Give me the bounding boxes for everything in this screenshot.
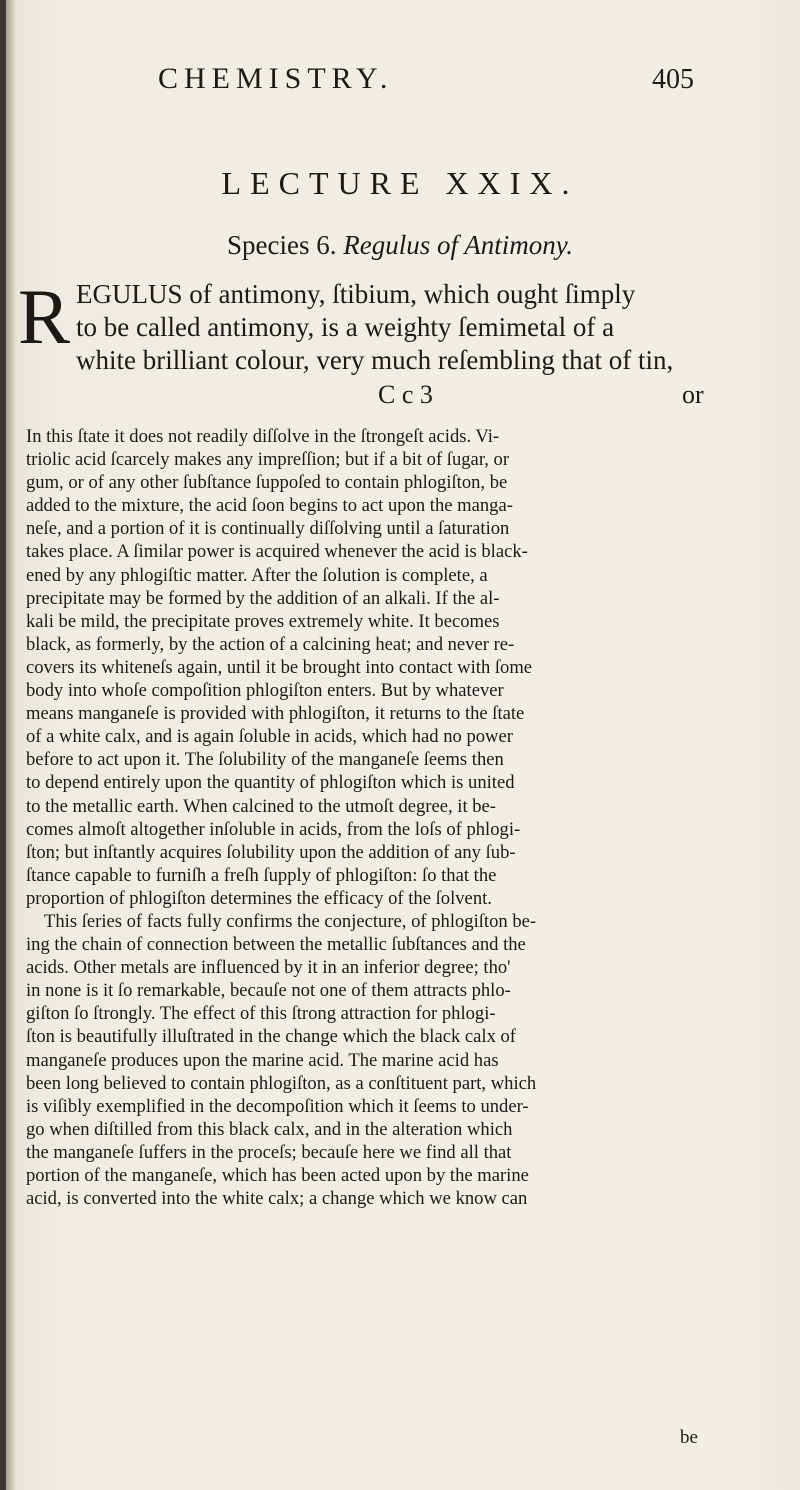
footnote-line: acids. Other metals are influenced by it in an inferior degree; tho'	[26, 957, 511, 979]
lecture-heading: LECTURE XXIX.	[221, 165, 579, 201]
footnote-line: neſe, and a portion of it is continually diſſolving until a ſaturation	[26, 518, 510, 540]
main-paragraph	[18, 273, 708, 377]
footnote-line: ened by any phlogiſtic matter. After the ſolution is complete, a	[26, 564, 488, 586]
footnote-line: acid, is converted into the white calx; a change which we know can	[26, 1188, 528, 1210]
signature-mark: C c 3	[378, 380, 433, 409]
footnote-line: precipitate may be formed by the addition of an alkali. If the al-	[26, 587, 500, 609]
footnote-line: to depend entirely upon the quantity of phlogiſton which is united	[26, 772, 515, 794]
page-number: 405	[652, 64, 694, 95]
footnote-line: is viſibly exemplified in the decompoſition which it ſeems to under-	[26, 1095, 529, 1117]
footnote-line: manganeſe produces upon the marine acid. The marine acid has	[26, 1049, 499, 1071]
gutter-shadow	[6, 0, 16, 1490]
footnote-line: been long believed to contain phlogiſton, as a conſtituent part, which	[26, 1072, 537, 1094]
footnote-line: before to act upon it. The ſolubility of the manganeſe ſeems then	[26, 749, 504, 771]
body-line: white brilliant colour, very much reſembling that of tin,	[76, 345, 674, 375]
footnote-line: gum, or of any other ſubſtance ſuppoſed to contain phlogiſton, be	[26, 472, 508, 494]
body-line: EGULUS of antimony, ſtibium, which ought ſimply	[76, 279, 636, 309]
drop-capital: R	[18, 273, 71, 360]
footnote-line: added to the mixture, the acid ſoon begins to act upon the manga-	[26, 495, 513, 517]
footnote-line: to the metallic earth. When calcined to the utmoſt degree, it be-	[26, 795, 497, 817]
footnote-line: covers its whiteneſs again, until it be brought into contact with ſome	[26, 656, 533, 678]
footnote-line: takes place. A ſimilar power is acquired whenever the acid is black-	[26, 541, 528, 563]
footnote-line: in none is it ſo remarkable, becauſe not one of them attracts phlo-	[26, 980, 511, 1002]
footnote-line: black, as formerly, by the action of a calcining heat; and never re-	[26, 633, 515, 655]
footnote-line: proportion of phlogiſton determines the efficacy of the ſolvent.	[26, 887, 492, 909]
catchword-main: or	[682, 380, 704, 409]
footnote-line: kali be mild, the precipitate proves extremely white. It becomes	[26, 610, 500, 632]
footnote-line: comes almoſt altogether inſoluble in acids, from the loſs of phlogi-	[26, 818, 521, 840]
footnote-line: giſton ſo ſtrongly. The effect of this ſtrong attraction for phlogi-	[26, 1003, 496, 1025]
footnote-line: of a white calx, and is again ſoluble in acids, which had no power	[26, 726, 513, 748]
footnote-line: body into whoſe compoſition phlogiſton enters. But by whatever	[26, 680, 504, 702]
species-heading	[0, 230, 800, 261]
footnote-line: ſtance capable to furniſh a freſh ſupply of phlogiſton: ſo that the	[26, 864, 497, 886]
footnote-line: ſton; but inſtantly acquires ſolubility upon the addition of any ſub-	[26, 841, 516, 863]
footnote-line: go when diſtilled from this black calx, and in the alteration which	[26, 1118, 513, 1140]
running-head	[0, 62, 800, 102]
footnote-block	[26, 425, 736, 1210]
footnote-line: In this ſtate it does not readily diſſolve in the ſtrongeſt acids. Vi-	[26, 426, 500, 447]
species-prefix: Species 6.	[227, 230, 337, 260]
species-name: Regulus of Antimony.	[343, 230, 573, 260]
running-title: CHEMISTRY.	[158, 62, 394, 95]
footnote-line: ſton is beautifully illuſtrated in the change which the black calx of	[26, 1026, 517, 1048]
catchword-footnote: be	[680, 1427, 698, 1448]
footnote-line: the manganeſe ſuffers in the proceſs; becauſe here we find all that	[26, 1141, 512, 1163]
footnote-line: ing the chain of connection between the metallic ſubſtances and the	[26, 934, 526, 956]
footnote-line: portion of the manganeſe, which has been acted upon by the marine	[26, 1165, 529, 1186]
footnote-line: This ſeries of facts fully confirms the conjecture, of phlogiſton be-	[44, 910, 537, 932]
footnote-line: means manganeſe is provided with phlogiſton, it returns to the ſtate	[26, 703, 525, 725]
footnote-line: triolic acid ſcarcely makes any impreſſion; but if a bit of ſugar, or	[26, 449, 510, 471]
body-line: to be called antimony, is a weighty ſemimetal of a	[76, 312, 615, 342]
